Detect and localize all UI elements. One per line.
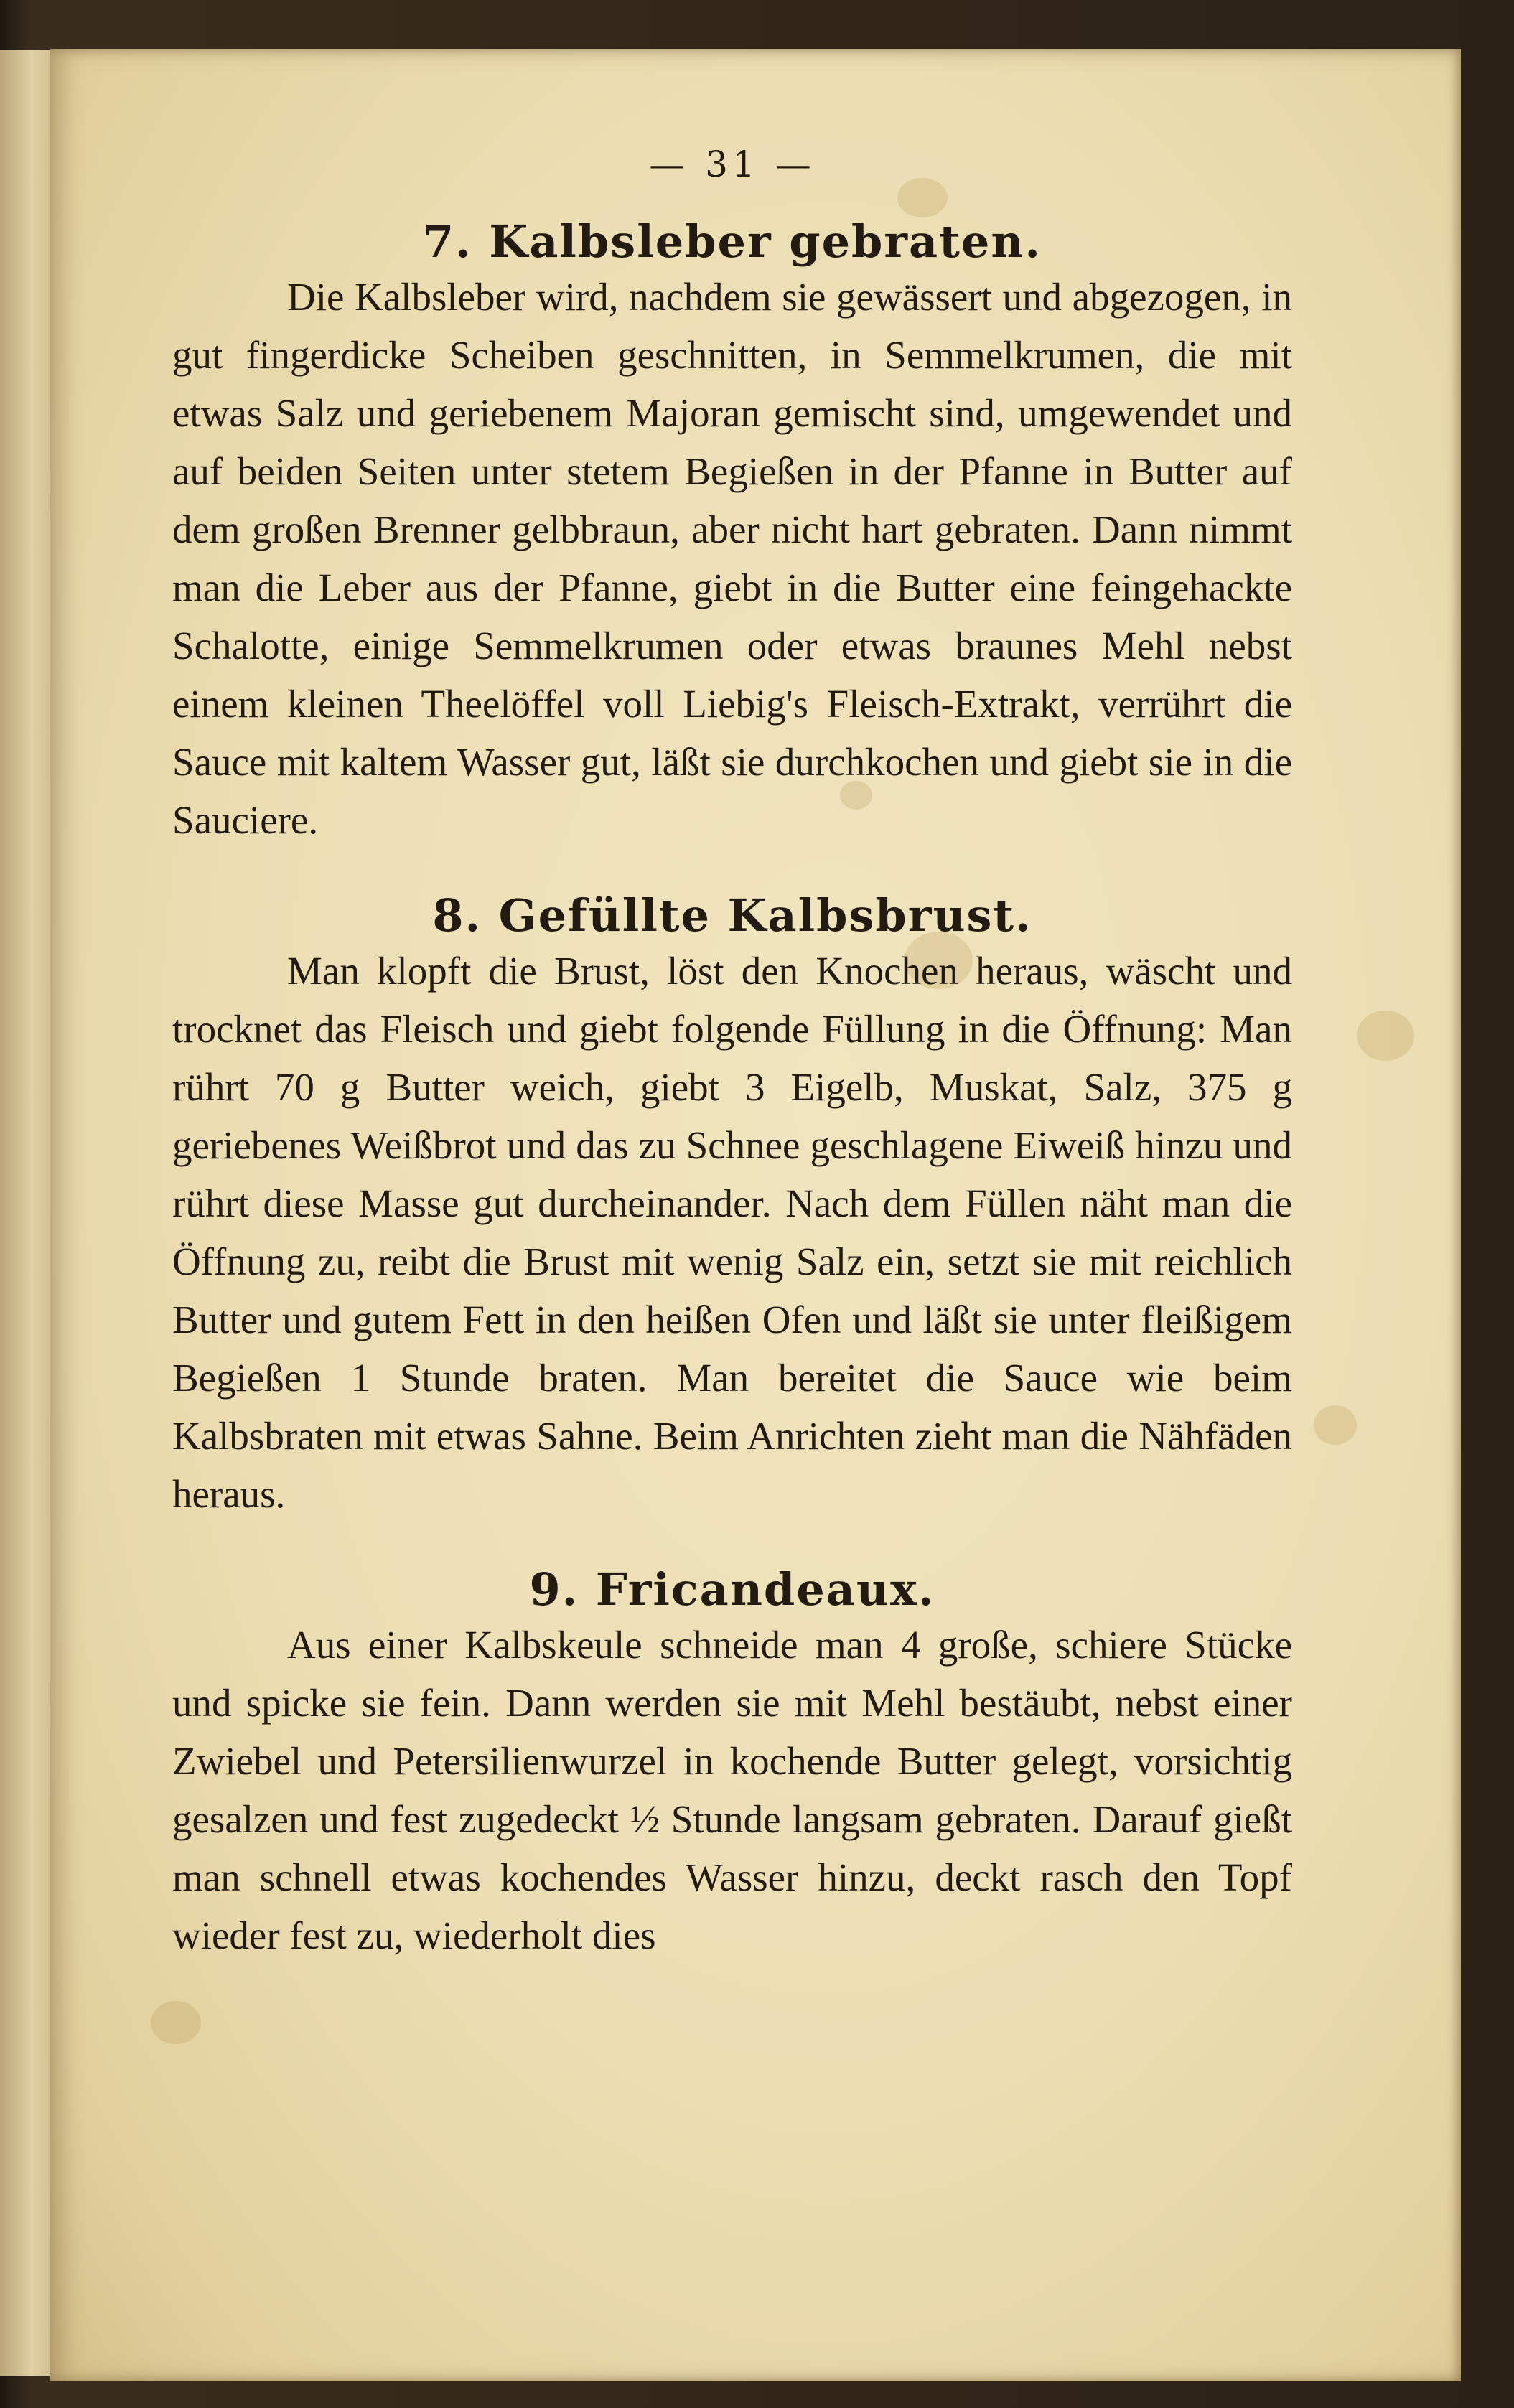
recipe-section	[172, 1563, 1292, 1964]
stain	[1314, 1405, 1357, 1445]
stain	[1357, 1011, 1414, 1061]
recipe-text: Die Kalbsleber wird, nachdem sie gewässert und abgezogen, in gut fingerdicke Scheiben geschnitten, in Semmelkrumen, die mit etwas Salz und geriebenem Majoran gemischt sind, umgewendet und auf beiden Seiten unter stetem Begießen in der Pfanne in Butter auf dem großen Brenner gelbbraun, aber nicht hart gebraten. Dann nimmt man die Leber aus der Pfanne, giebt in die Butter eine feingehackte Schalotte, einige Semmelkrumen oder etwas braunes Mehl nebst einem kleinen Theelöffel voll Liebig's Fleisch-Extrakt, verrührt die Sauce mit kaltem Wasser gut, läßt sie durchkochen und giebt sie in die Sauciere.	[172, 275, 1292, 842]
recipe-heading: 8. Gefüllte Kalbsbrust.	[432, 889, 1032, 942]
recipe-heading: 9. Fricandeaux.	[529, 1563, 935, 1616]
page-content	[172, 144, 1292, 2005]
recipe-heading: 7. Kalbsleber gebraten.	[423, 215, 1042, 268]
recipe-text: Aus einer Kalbskeule schneide man 4 große, schiere Stücke und spicke sie fein. Dann werden sie mit Mehl bestäubt, nebst einer Zwiebel und Petersilienwurzel in kochende Butter gelegt, vorsichtig gesalzen und fest zugedeckt ½ Stunde langsam gebraten. Darauf gießt man schnell etwas kochendes Wasser hinzu, deckt rasch den Topf wieder fest zu, wiederholt dies	[172, 1623, 1292, 1957]
recipe-section	[172, 215, 1292, 849]
page-number: — 31 —	[649, 144, 816, 185]
stain	[151, 2001, 201, 2044]
recipe-text: Man klopft die Brust, löst den Knochen heraus, wäscht und trocknet das Fleisch und giebt folgende Füllung in die Öffnung: Man rührt 70 g Butter weich, giebt 3 Eigelb, Muskat, Salz, 375 g geriebenes Weißbrot und das zu Schnee geschlagene Eiweiß hinzu und rührt diese Masse gut durcheinander. Nach dem Füllen näht man die Öffnung zu, reibt die Brust mit wenig Salz ein, setzt sie mit reichlich Butter und gutem Fett in den heißen Ofen und läßt sie unter fleißigem Begießen 1 Stunde braten. Man bereitet die Sauce wie beim Kalbsbraten mit etwas Sahne. Beim Anrichten zieht man die Nähfäden heraus.	[172, 949, 1292, 1516]
recipe-section	[172, 889, 1292, 1523]
